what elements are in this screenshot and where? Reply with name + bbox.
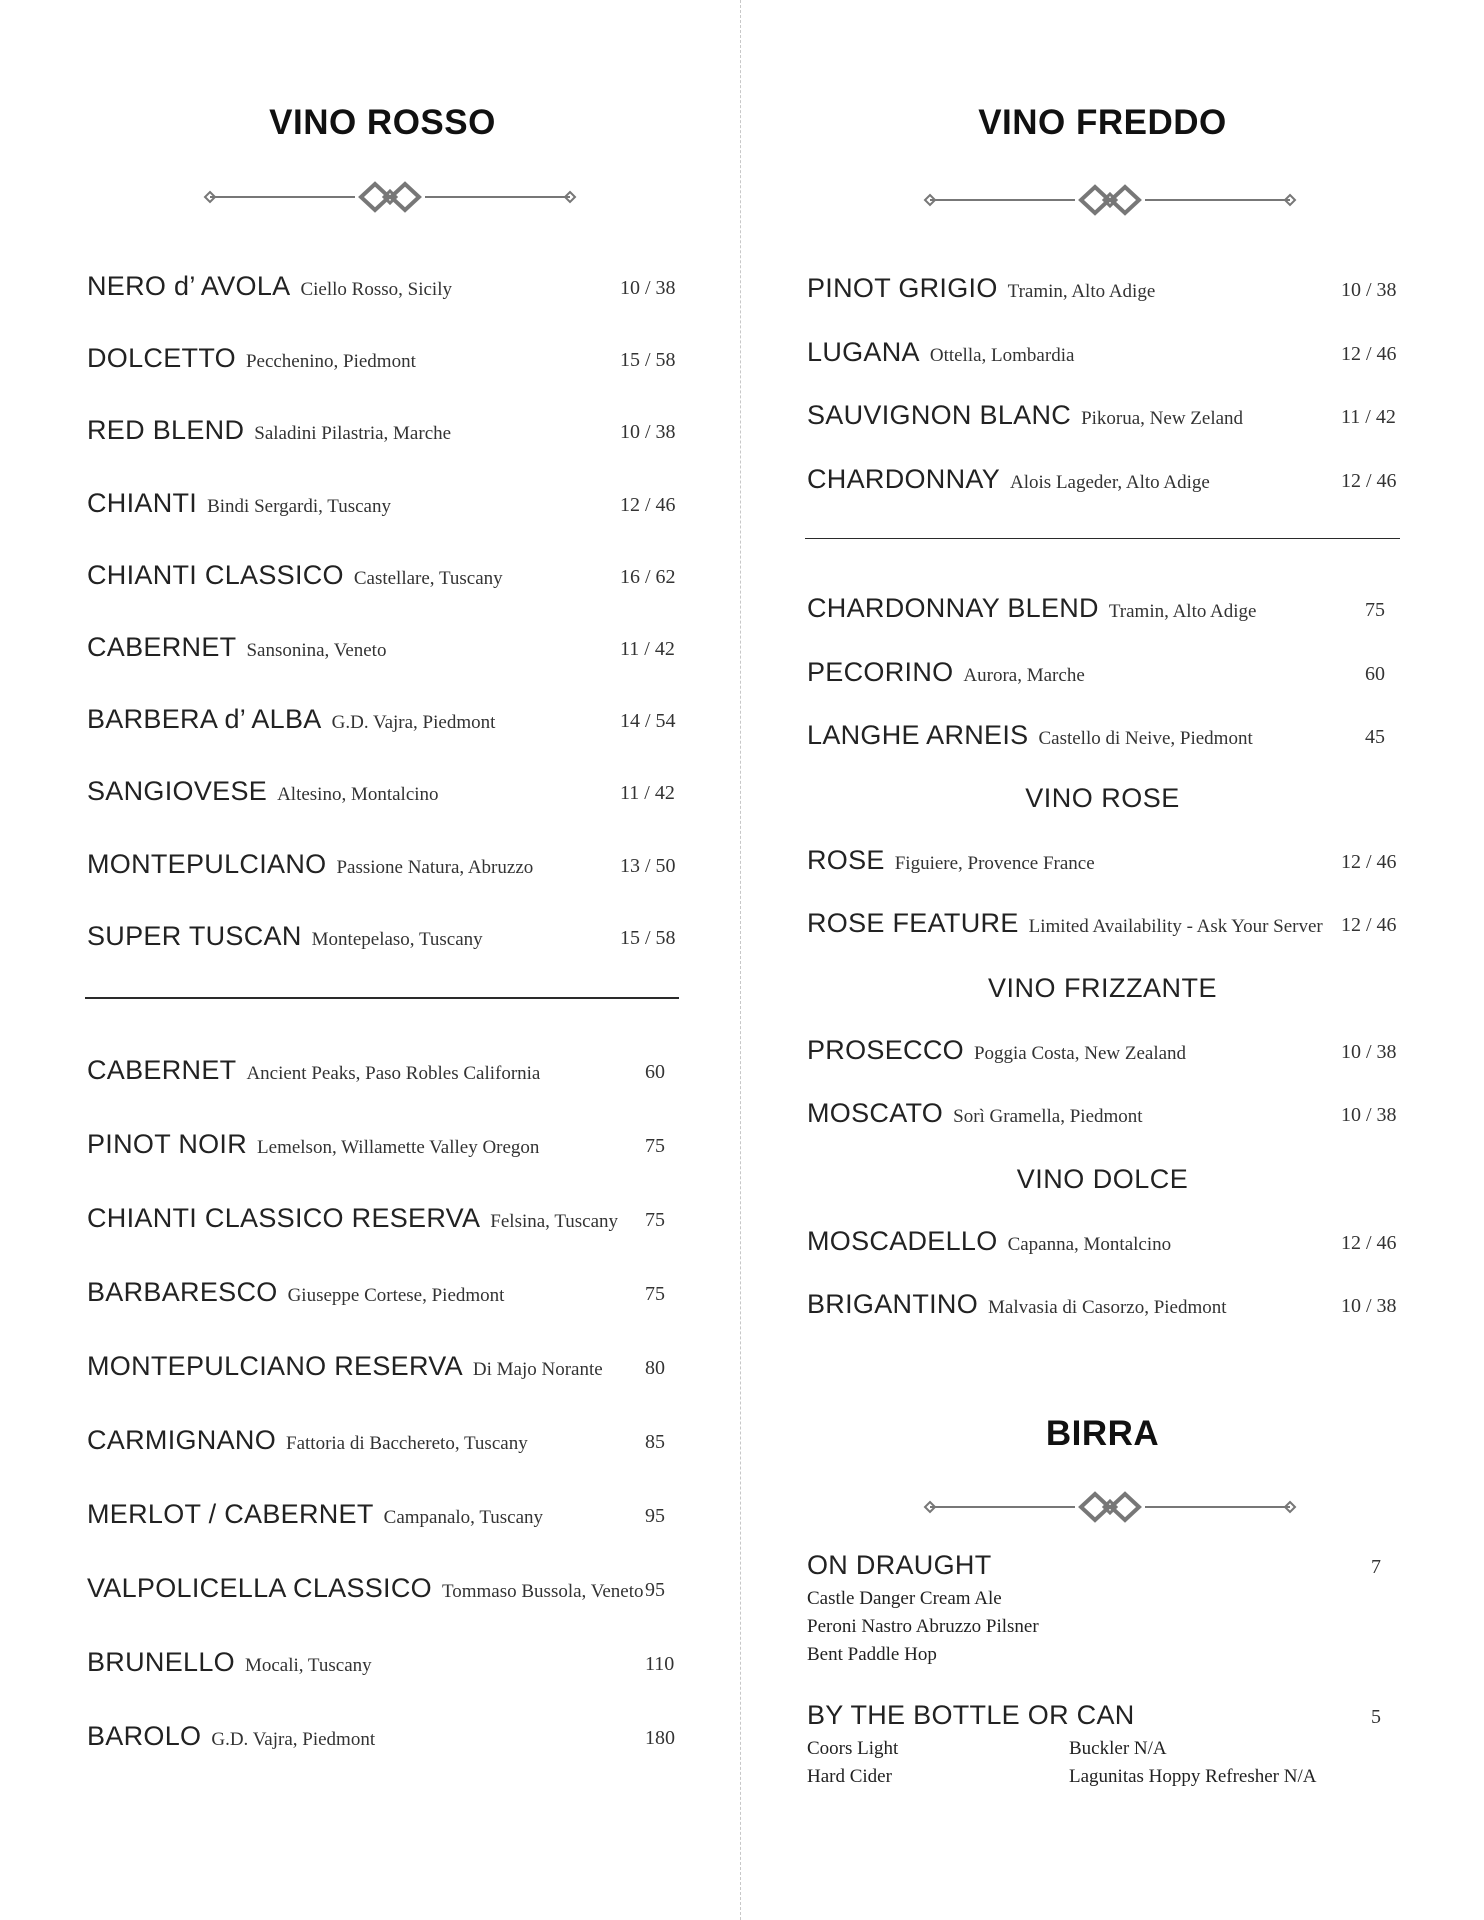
ornament-divider-icon: [920, 1491, 1300, 1523]
menu-item: [87, 1203, 680, 1239]
item-price: 85: [645, 1431, 665, 1453]
vino-dolce-title: VINO DOLCE: [1016, 1164, 1189, 1194]
menu-item: [87, 849, 680, 885]
item-price: 75: [645, 1135, 665, 1157]
item-producer: Saladini Pilastria, Marche: [254, 423, 452, 445]
item-producer: Bindi Sergardi, Tuscany: [207, 495, 391, 517]
menu-item: [87, 415, 680, 451]
item-name: CHARDONNAY: [807, 463, 1001, 494]
item-producer: Malvasia di Casorzo, Piedmont: [988, 1297, 1227, 1318]
item-producer: Campanalo, Tuscany: [383, 1507, 544, 1528]
menu-item: [807, 593, 1400, 629]
item-price: 10 / 38: [1341, 1104, 1397, 1126]
birra-title: BIRRA: [1045, 1414, 1160, 1453]
item-name: BAROLO: [87, 1721, 202, 1751]
item-price: 12 / 46: [1341, 342, 1397, 365]
item-name: CHIANTI: [87, 487, 198, 518]
menu-item: [87, 776, 680, 812]
item-name: CARMIGNANO: [87, 1425, 277, 1455]
item-price: 13 / 50: [620, 854, 676, 877]
vino-rose-title: VINO ROSE: [1025, 783, 1180, 813]
item-producer: Lemelson, Willamette Valley Oregon: [257, 1137, 540, 1158]
item-producer: Pikorua, New Zeland: [1081, 408, 1244, 429]
item-name: RED BLEND: [87, 415, 245, 446]
item-name: VALPOLICELLA CLASSICO: [87, 1573, 432, 1603]
item-name: NERO d’ AVOLA: [87, 271, 291, 301]
item-name: CHIANTI CLASSICO RESERVA: [87, 1203, 481, 1233]
item-producer: Castello di Neive, Piedmont: [1038, 728, 1253, 749]
item-producer: Capanna, Montalcino: [1007, 1234, 1172, 1255]
menu-item: [87, 1055, 680, 1091]
vino-rosso-title: VINO ROSSO: [269, 103, 496, 142]
item-producer: G.D. Vajra, Piedmont: [331, 712, 496, 734]
bottle-or-can-label: BY THE BOTTLE OR CAN: [807, 1700, 1135, 1730]
item-producer: Tramin, Alto Adige: [1108, 601, 1257, 622]
item-price: 75: [645, 1283, 665, 1305]
item-price: 75: [1365, 599, 1385, 621]
item-price: 10 / 38: [1341, 1295, 1397, 1317]
menu-item: [807, 657, 1400, 693]
item-price: 45: [1365, 726, 1385, 748]
item-name: PROSECCO: [807, 1035, 964, 1065]
menu-item: [807, 720, 1400, 756]
item-price: 10 / 38: [1341, 1041, 1397, 1063]
menu-item: [87, 488, 680, 524]
item-price: 10 / 38: [620, 421, 676, 444]
item-name: SANGIOVESE: [87, 776, 268, 807]
item-producer: Giuseppe Cortese, Piedmont: [287, 1285, 505, 1306]
menu-item: [87, 1721, 680, 1757]
menu-item: [87, 1647, 680, 1683]
menu-item: [87, 1425, 680, 1461]
menu-item: [807, 1289, 1400, 1325]
menu-item: [807, 400, 1400, 436]
menu-item: [87, 1573, 680, 1609]
item-producer: Pecchenino, Piedmont: [245, 351, 416, 373]
bottle-or-can-price: 5: [1371, 1706, 1381, 1728]
menu-item: [87, 1129, 680, 1165]
vino-freddo-title: VINO FREDDO: [978, 103, 1227, 142]
section-rule: [85, 997, 679, 999]
item-price: 12 / 46: [1341, 1232, 1397, 1254]
item-producer: Altesino, Montalcino: [277, 784, 439, 806]
item-producer: Ciello Rosso, Sicily: [300, 279, 452, 300]
item-name: MONTEPULCIANO: [87, 848, 327, 879]
item-name: BRUNELLO: [87, 1647, 235, 1677]
menu-item: [87, 1499, 680, 1535]
menu-item: [807, 908, 1400, 944]
item-name: LUGANA: [807, 336, 920, 367]
section-rule: [805, 538, 1400, 539]
item-producer: Ottella, Lombardia: [929, 344, 1075, 366]
center-dashed-divider: [740, 0, 741, 1920]
menu-item: [87, 560, 680, 596]
bottle-beer: Lagunitas Hoppy Refresher N/A: [1069, 1766, 1317, 1787]
menu-item: [807, 1098, 1400, 1134]
item-name: CHIANTI CLASSICO: [87, 559, 344, 590]
draught-beer: Castle Danger Cream Ale: [807, 1588, 1002, 1609]
item-name: DOLCETTO: [87, 343, 236, 374]
item-price: 15 / 58: [620, 926, 676, 949]
menu-item: [807, 273, 1400, 309]
item-price: 10 / 38: [1341, 279, 1397, 301]
item-name: LANGHE ARNEIS: [807, 720, 1029, 750]
on-draught-price: 7: [1371, 1556, 1381, 1578]
menu-item: [87, 1351, 680, 1387]
on-draught-label: ON DRAUGHT: [807, 1550, 992, 1580]
vino-frizzante-title: VINO FRIZZANTE: [988, 973, 1217, 1003]
item-name: SAUVIGNON BLANC: [807, 400, 1072, 430]
menu-item: [87, 921, 680, 957]
item-price: 180: [645, 1727, 675, 1749]
item-producer: Castellare, Tuscany: [353, 567, 503, 589]
item-name: PINOT NOIR: [87, 1129, 248, 1159]
item-producer: Alois Lageder, Alto Adige: [1010, 471, 1210, 493]
menu-item: [87, 271, 680, 307]
item-price: 95: [645, 1579, 665, 1601]
item-name: BARBARESCO: [87, 1277, 278, 1307]
item-price: 11 / 42: [620, 638, 675, 660]
item-name: MONTEPULCIANO RESERVA: [87, 1351, 463, 1381]
item-producer: Tramin, Alto Adige: [1007, 281, 1156, 302]
item-price: 110: [645, 1653, 675, 1675]
ornament-divider-icon: [200, 181, 580, 213]
bottle-beer: Buckler N/A: [1069, 1738, 1167, 1759]
item-producer: Montepelaso, Tuscany: [311, 928, 483, 950]
item-name: SUPER TUSCAN: [87, 920, 302, 951]
item-price: 12 / 46: [620, 493, 676, 516]
item-name: ROSE FEATURE: [807, 908, 1019, 938]
ornament-divider-icon: [920, 184, 1300, 216]
draught-beer: Bent Paddle Hop: [807, 1644, 937, 1665]
item-price: 11 / 42: [1341, 406, 1396, 428]
item-price: 75: [645, 1209, 665, 1231]
item-producer: Mocali, Tuscany: [244, 1655, 372, 1676]
menu-item: [87, 343, 680, 379]
item-producer: Figuiere, Provence France: [894, 853, 1095, 874]
draught-beer: Peroni Nastro Abruzzo Pilsner: [807, 1616, 1039, 1637]
menu-item: [87, 632, 680, 668]
item-producer: Ancient Peaks, Paso Robles California: [246, 1063, 541, 1084]
item-producer: Sorì Gramella, Piedmont: [953, 1106, 1143, 1127]
item-name: MOSCADELLO: [807, 1226, 998, 1256]
item-producer: Poggia Costa, New Zealand: [973, 1043, 1187, 1064]
item-producer: Fattoria di Bacchereto, Tuscany: [286, 1433, 528, 1454]
menu-item: [87, 1277, 680, 1313]
item-price: 11 / 42: [620, 782, 675, 805]
item-name: BARBERA d’ ALBA: [87, 704, 322, 735]
item-name: PECORINO: [807, 656, 954, 687]
item-name: MERLOT / CABERNET: [87, 1499, 374, 1529]
item-name: BRIGANTINO: [807, 1289, 979, 1319]
item-producer: G.D. Vajra, Piedmont: [211, 1729, 376, 1750]
item-producer: Tommaso Bussola, Veneto: [441, 1581, 644, 1602]
menu-item: [807, 1226, 1400, 1262]
item-price: 12 / 46: [1341, 914, 1397, 936]
item-price: 12 / 46: [1341, 851, 1397, 873]
menu-item: [87, 704, 680, 740]
item-price: 14 / 54: [620, 710, 676, 733]
item-name: ROSE: [807, 845, 885, 875]
menu-item: [807, 464, 1400, 500]
item-price: 15 / 58: [620, 349, 676, 372]
menu-item: [807, 845, 1400, 881]
bottle-beer: Coors Light: [807, 1738, 899, 1759]
item-price: 80: [645, 1357, 665, 1379]
item-price: 60: [645, 1061, 665, 1083]
item-producer: Aurora, Marche: [963, 664, 1085, 686]
item-producer: Limited Availability - Ask Your Server: [1028, 916, 1323, 937]
item-price: 12 / 46: [1341, 469, 1397, 492]
item-producer: Passione Natura, Abruzzo: [336, 856, 534, 878]
item-name: MOSCATO: [807, 1098, 944, 1128]
item-name: CABERNET: [87, 632, 237, 662]
menu-item: [807, 337, 1400, 373]
item-name: PINOT GRIGIO: [807, 273, 998, 303]
item-price: 10 / 38: [620, 277, 676, 299]
item-name: CABERNET: [87, 1055, 237, 1085]
item-price: 60: [1365, 662, 1385, 685]
item-producer: Di Majo Norante: [472, 1359, 603, 1380]
item-price: 95: [645, 1505, 665, 1527]
item-producer: Sansonina, Veneto: [246, 640, 387, 661]
menu-item: [807, 1035, 1400, 1071]
item-name: CHARDONNAY BLEND: [807, 593, 1099, 623]
item-price: 16 / 62: [620, 565, 676, 588]
item-producer: Felsina, Tuscany: [490, 1211, 619, 1232]
bottle-beer: Hard Cider: [807, 1766, 892, 1787]
